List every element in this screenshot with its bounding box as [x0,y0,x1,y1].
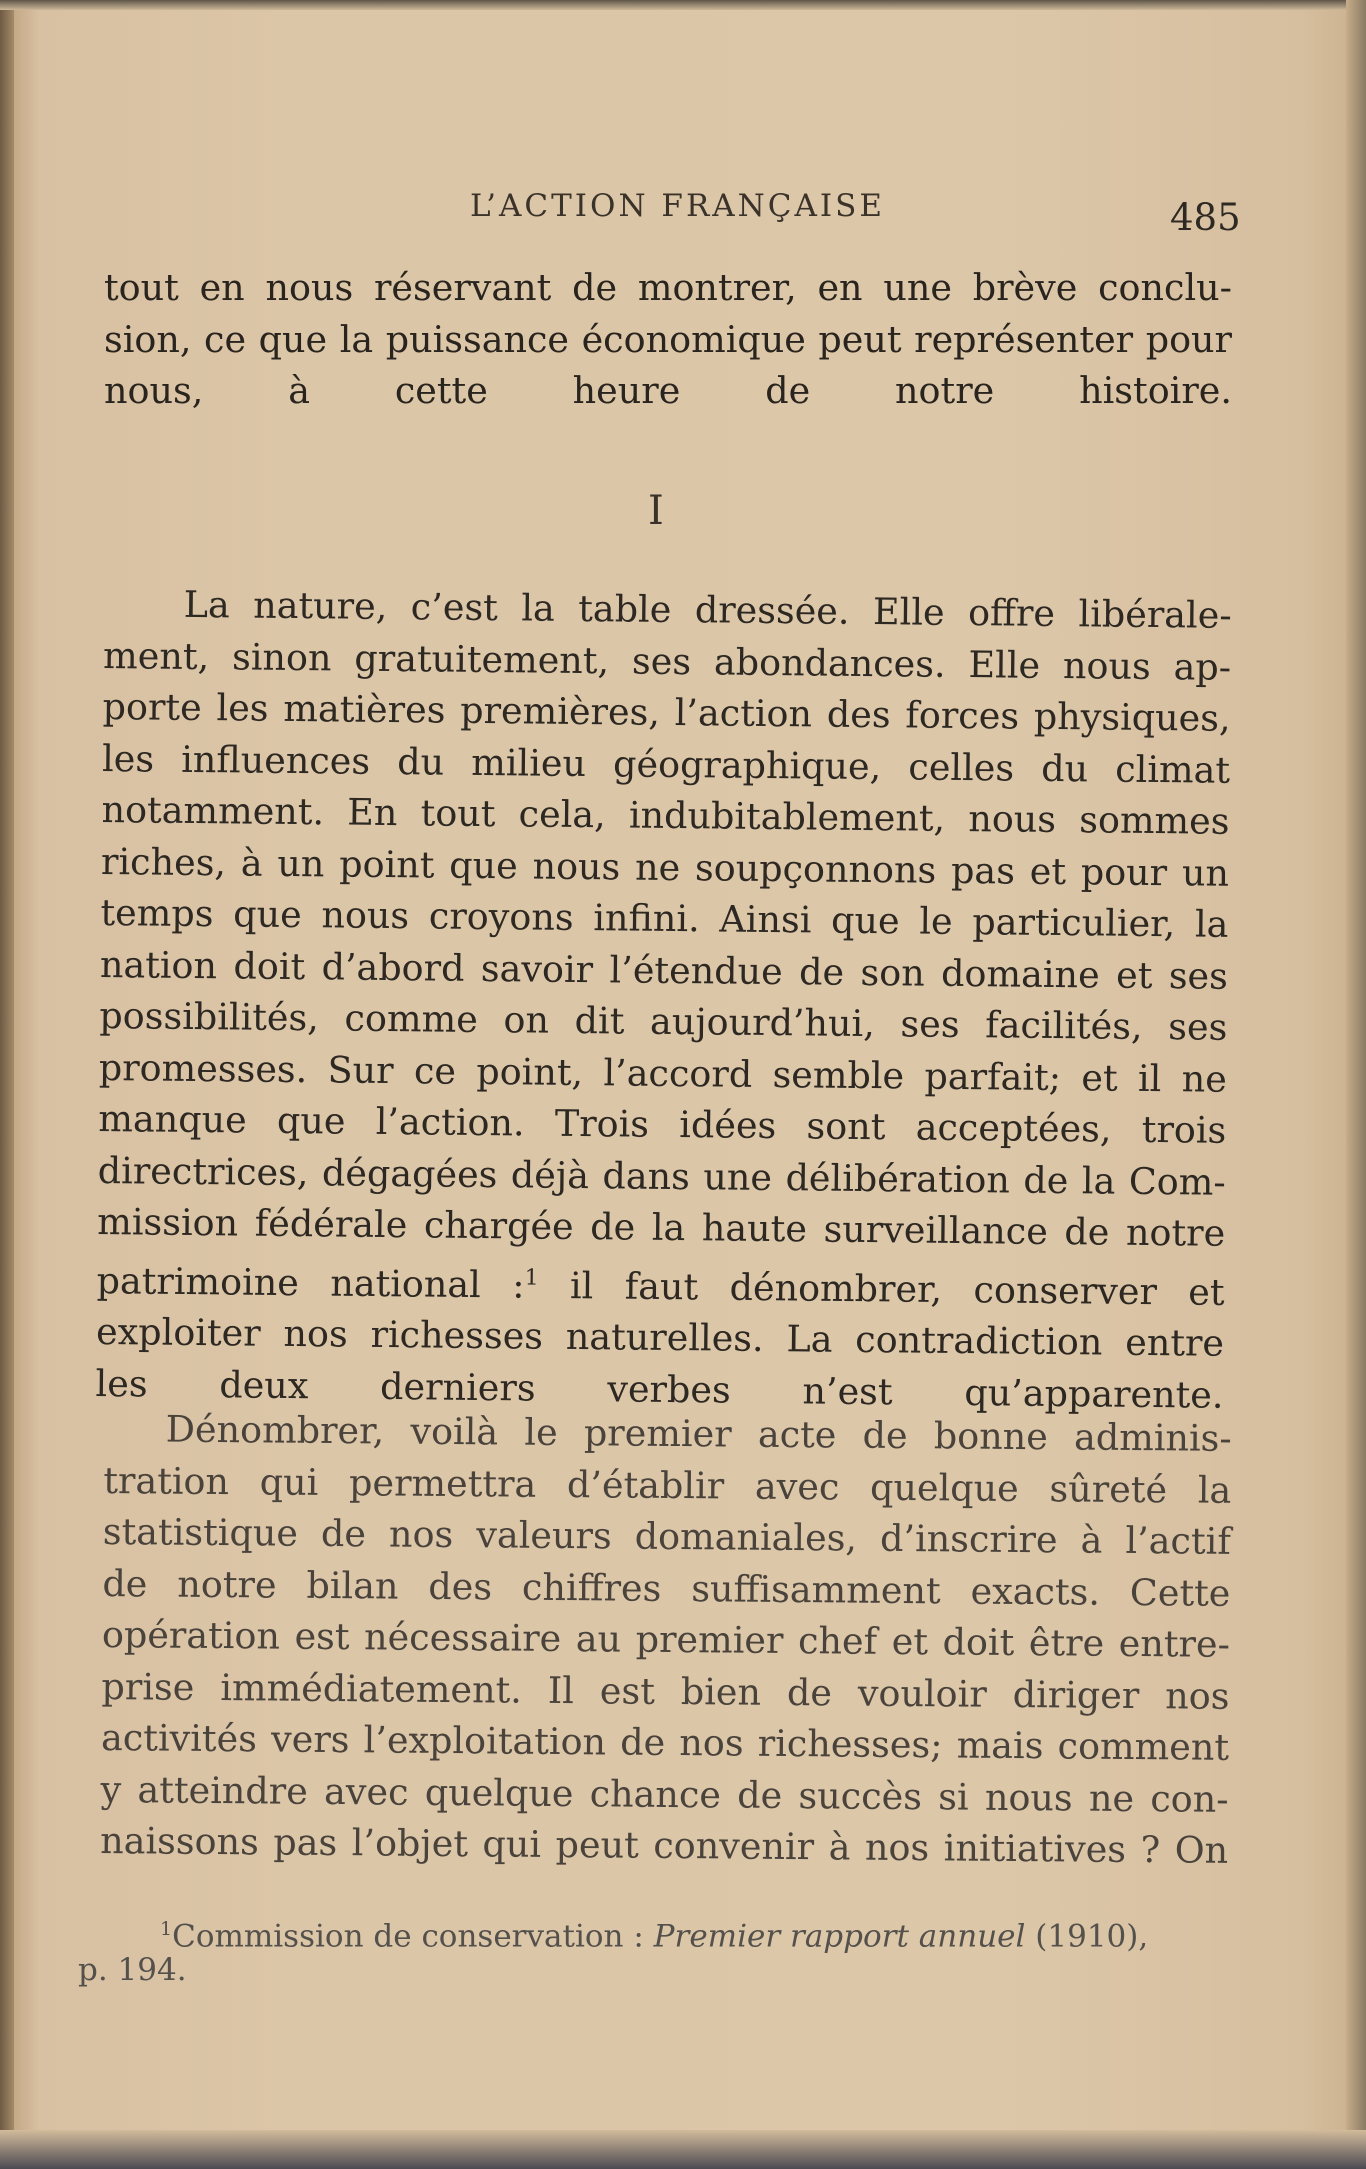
text-line: nation doit d’abord savoir l’étendue de son domaine et ses [99,942,1229,998]
text-line-content: les deux derniers verbes n’est qu’apparente. [95,1361,1224,1417]
text-line: sion, ce que la puissance économique peut représenter pour [104,317,1232,361]
text-line: tration qui permettra d’établir avec quelque sûreté la [103,1458,1232,1512]
text-line-part: il faut dénombrer, conserver et [538,1263,1225,1314]
text-line: prise immédiatement. Il est bien de vouloir diriger nos [101,1664,1230,1718]
footnote-reference: 1 [524,1264,539,1291]
text-line: exploiter nos richesses naturelles. La contradiction entre [95,1310,1225,1365]
footnote-page: p. 194. [78,1952,187,1989]
page-number: 485 [1170,196,1241,239]
footnote-title: Premier rapport annuel [653,1918,1026,1955]
text-line: temps que nous croyons infini. Ainsi que le particulier, la [100,890,1229,946]
footnote-line [78,1918,1198,1954]
book-spine-shadow [0,0,14,2169]
text-line: mission fédérale chargée de la haute surveillance de notre [97,1199,1226,1255]
text-line: riches, à un point que nous ne soupçonnons pas et pour un [100,839,1230,895]
page-right-edge [1346,0,1366,2169]
text-line-content: nous, à cette heure de notre histoire. [104,369,1232,412]
page-top-edge [0,0,1366,10]
text-line-part: patrimoine national : [96,1258,525,1307]
text-line: manque que l’action. Trois idées sont acceptées, trois [98,1096,1227,1152]
text-line: opération est nécessaire au premier chef et doit être entre- [101,1612,1231,1666]
footnote-text: Commission de conservation : [172,1918,654,1955]
text-line: La nature, c’est la table dressée. Elle offre libérale- [183,582,1232,637]
text-line: naissons pas l’objet qui peut convenir à nos initiatives ? On [99,1818,1229,1872]
running-title: L’ACTION FRANÇAISE [470,188,886,224]
text-line: possibilités, comme on dit aujourd’hui, ses facilités, ses [99,993,1228,1049]
text-line: porte les matières premières, l’action des forces physiques, [102,684,1231,740]
text-line: activités vers l’exploitation de nos richesses; mais comment [100,1715,1230,1769]
paragraph-nature [95,578,1232,1421]
text-line: notamment. En tout cela, indubitablement, nous sommes [101,787,1230,843]
footnote-marker: 1 [160,1918,173,1940]
paragraph-intro [104,262,1232,417]
page-bottom-edge [0,2130,1366,2169]
text-line: les influences du milieu géographique, celles du climat [101,736,1231,792]
text-line: de notre bilan des chiffres suffisamment exacts. Cette [102,1561,1231,1615]
text-line: promesses. Sur ce point, l’accord semble parfait; et il ne [98,1045,1228,1101]
footnote [78,1918,1198,1988]
footnote-rest: (1910), [1025,1918,1149,1955]
text-line: ment, sinon gratuitement, ses abondances. Elle nous ap- [102,633,1232,689]
text-line: Dénombrer, voilà le premier acte de bonne adminis- [165,1407,1232,1460]
text-line: y atteindre avec quelque chance de succès si nous ne con- [100,1767,1229,1821]
text-line: statistique de nos valeurs domaniales, d’inscrire à l’actif [102,1509,1232,1563]
text-line [104,365,1232,417]
section-number: I [648,488,664,534]
text-line: tout en nous réservant de montrer, en une brève conclu- [104,266,1232,309]
paragraph-denombrer [100,1403,1232,1876]
text-line: directrices, dégagées déjà dans une délibération de la Com- [97,1148,1226,1204]
